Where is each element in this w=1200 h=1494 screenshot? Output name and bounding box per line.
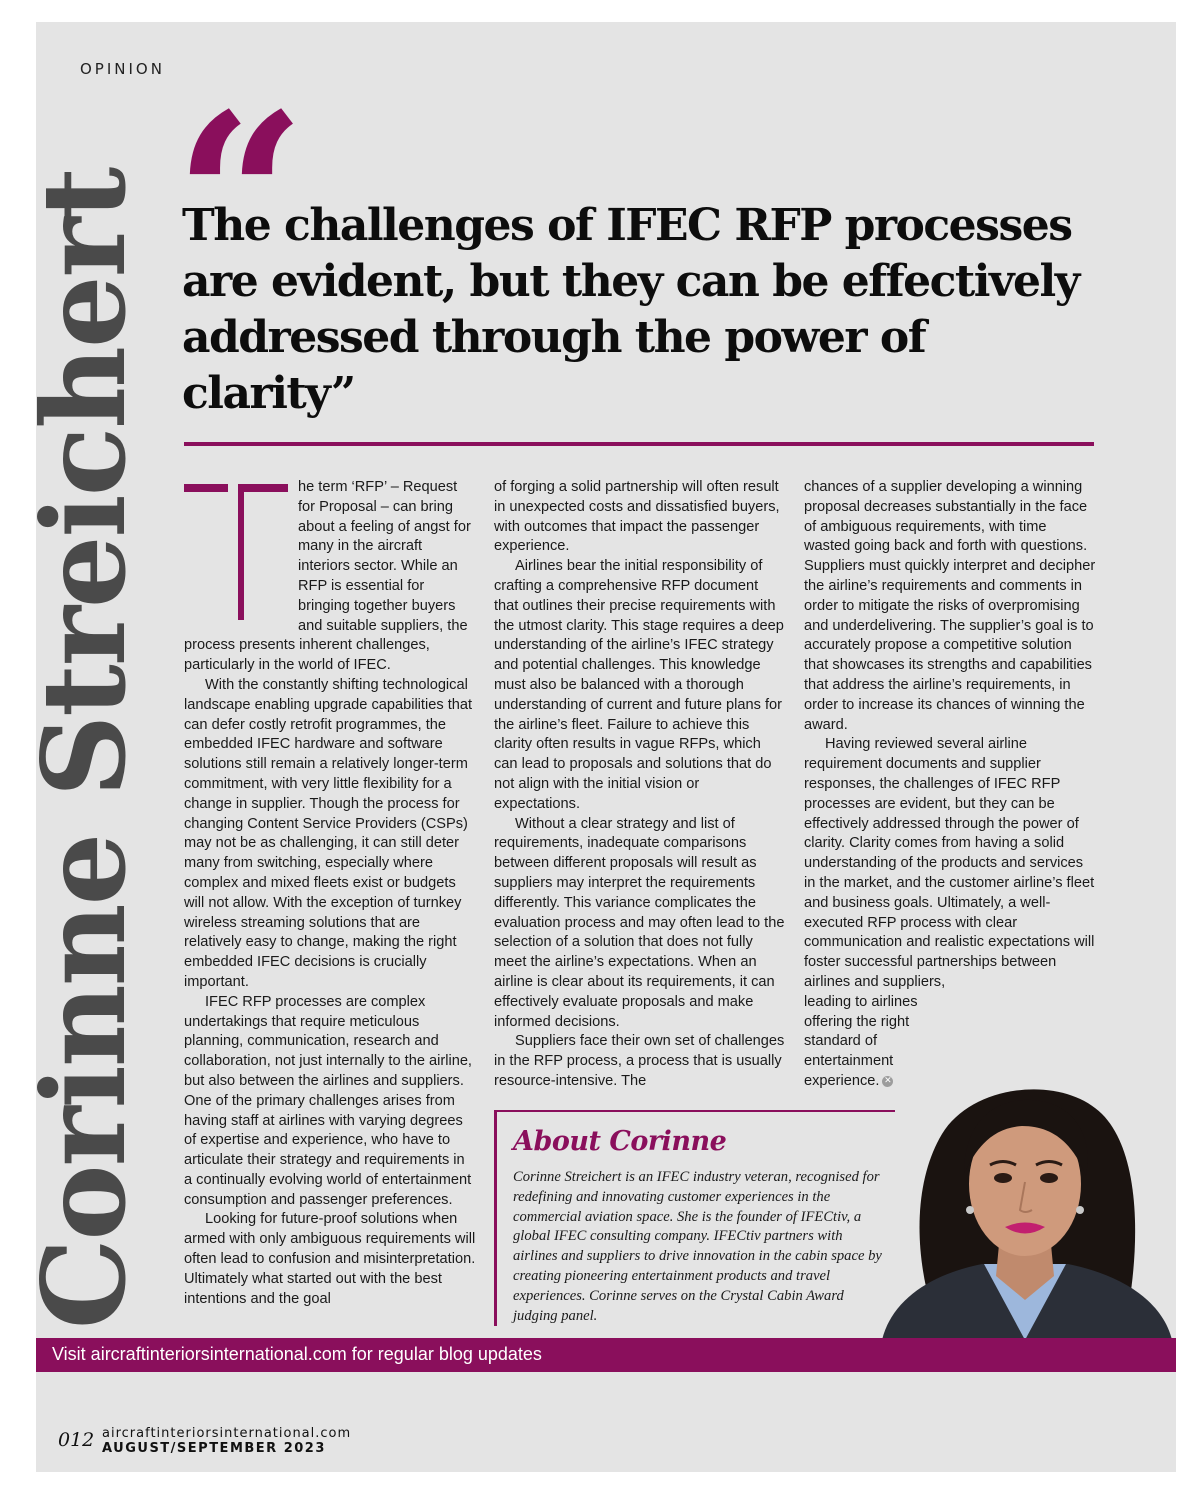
about-title: About Corinne <box>513 1126 727 1157</box>
pull-quote: The challenges of IFEC RFP processes are evident, but they can be effectively addressed through the power of clarity” <box>182 200 1079 419</box>
end-of-article-icon: ✕ <box>884 1075 892 1086</box>
paragraph-line: offering the right <box>804 1013 910 1030</box>
section-label: OPINION <box>80 60 165 78</box>
page-number: 012 <box>58 1429 95 1451</box>
paragraph: Having reviewed several airline requirement documents and supplier responses, the challenges of IFEC RFP processes are evident, but they can be effectively addressed through the power of clarity. Clarity comes from having a solid understanding of the products and services in the market, and the customer airline’s fleet and business goals. Ultimately, a well-executed RFP process with clear communication and realistic expectations will foster successful partnerships between airlines and suppliers, <box>804 736 1095 990</box>
paragraph: he term ‘RFP’ – Request for Proposal – can bring about a feeling of angst for many in the aircraft interiors sector. While an RFP is essential for bringing together buyers and suitable suppliers, the process presents inherent challenges, particularly in the world of IFEC. <box>184 479 471 674</box>
paragraph: IFEC RFP processes are complex undertakings that require meticulous planning, communication, research and collaboration, not just internally to the airline, but also between the airlines and suppliers. One of the primary challenges arises from having staff at airlines with varying degrees of expertise and experience, who have to articulate their strategy and requirements in a continually evolving world of entertainment consumption and passenger preferences. <box>184 993 472 1208</box>
footer-url[interactable]: aircraftinteriorsinternational.com <box>102 1426 352 1441</box>
paragraph: Looking for future-proof solutions when armed with only ambiguous requirements will often lead to confusion and misinterpretation. Ultimately what started out with the best intentions and the goal <box>184 1211 476 1307</box>
divider-rule <box>184 442 1094 446</box>
drop-cap-bar-right <box>244 484 288 492</box>
drop-cap-bar-left <box>184 484 228 492</box>
opening-quote-mark: “ <box>174 64 307 334</box>
author-name-vertical <box>12 168 156 1330</box>
magazine-page <box>17 22 1176 1472</box>
author-name-text: Corinne Streichert <box>17 168 151 1330</box>
body-column-3 <box>804 478 1096 1092</box>
drop-cap-stem <box>238 484 244 620</box>
banner-link-text[interactable]: Visit aircraftinteriorsinternational.com for regular blog updates <box>52 1344 542 1364</box>
paragraph: chances of a supplier developing a winning proposal decreases substantially in the face of ambiguous requirements, with time wasted going back and forth with questions. Suppliers must quickly interpret and decipher the airline’s requirements and comments in order to mitigate the risks of overpromising and underdelivering. The supplier’s goal is to accurately propose a competitive solution that showcases its strengths and capabilities that address the airline’s requirements, in order to increase its chances of winning the award. <box>804 479 1096 733</box>
paragraph: Airlines bear the initial responsibility of crafting a comprehensive RFP document that outlines their precise requirements with the utmost clarity. This stage requires a deep understanding of the airline’s IFEC strategy and potential challenges. This knowledge must also be balanced with a thorough understanding of current and future plans for the airline’s fleet. Failure to achieve this clarity often results in vague RFPs, which can lead to proposals and solutions that do not align with the initial vision or expectations. <box>494 558 784 812</box>
about-text: Corinne Streichert is an IFEC industry veteran, recognised for redefining and innovating customer experiences in the commercial aviation space. She is the founder of IFECtiv, a global IFEC consulting company. IFECtiv partners with airlines and suppliers to drive innovation in the cabin space by creating pioneering entertainment products and travel experiences. Corinne serves on the Crystal Cabin Award judging panel. <box>513 1169 882 1324</box>
paragraph: With the constantly shifting technological landscape enabling upgrade capabilities that can defer costly retrofit programmes, the embedded IFEC hardware and software solutions still remain a relatively longer-term commitment, with very little flexibility for a change in supplier. Though the process for changing Content Service Providers (CSPs) may not be as challenging, it can still deter many from switching, especially where complex and mixed fleets exist or budgets will not allow. With the exception of turnkey wireless streaming solutions that are relatively easy to change, making the right embedded IFEC decisions is crucially important. <box>184 676 473 990</box>
body-column-2 <box>494 478 786 1092</box>
body-column-1 <box>184 478 476 1309</box>
drop-cap-t <box>184 478 298 624</box>
paragraph-line: leading to airlines <box>804 993 918 1010</box>
paragraph-line: entertainment <box>804 1053 894 1070</box>
paragraph: of forging a solid partnership will often result in unexpected costs and dissatisfied buyers, with outcomes that impact the passenger experience. <box>494 479 780 555</box>
blog-banner[interactable] <box>36 1338 1176 1372</box>
about-author-box <box>494 1110 895 1326</box>
paragraph: Suppliers face their own set of challenges in the RFP process, a process that is usually resource-intensive. The <box>494 1033 785 1089</box>
footer-issue-date: AUGUST/SEPTEMBER 2023 <box>102 1441 326 1456</box>
paragraph: Without a clear strategy and list of requirements, inadequate comparisons between different proposals will result as suppliers may interpret the requirements differently. This variance complicates the evaluation process and may often lead to the selection of a solution that does not fully meet the airline’s expectations. When an airline is clear about its requirements, it can effectively evaluate proposals and make informed decisions. <box>494 815 785 1030</box>
paragraph-line: standard of <box>804 1033 878 1050</box>
author-portrait <box>872 1064 1178 1340</box>
paragraph-end-text: experience. <box>804 1072 880 1089</box>
